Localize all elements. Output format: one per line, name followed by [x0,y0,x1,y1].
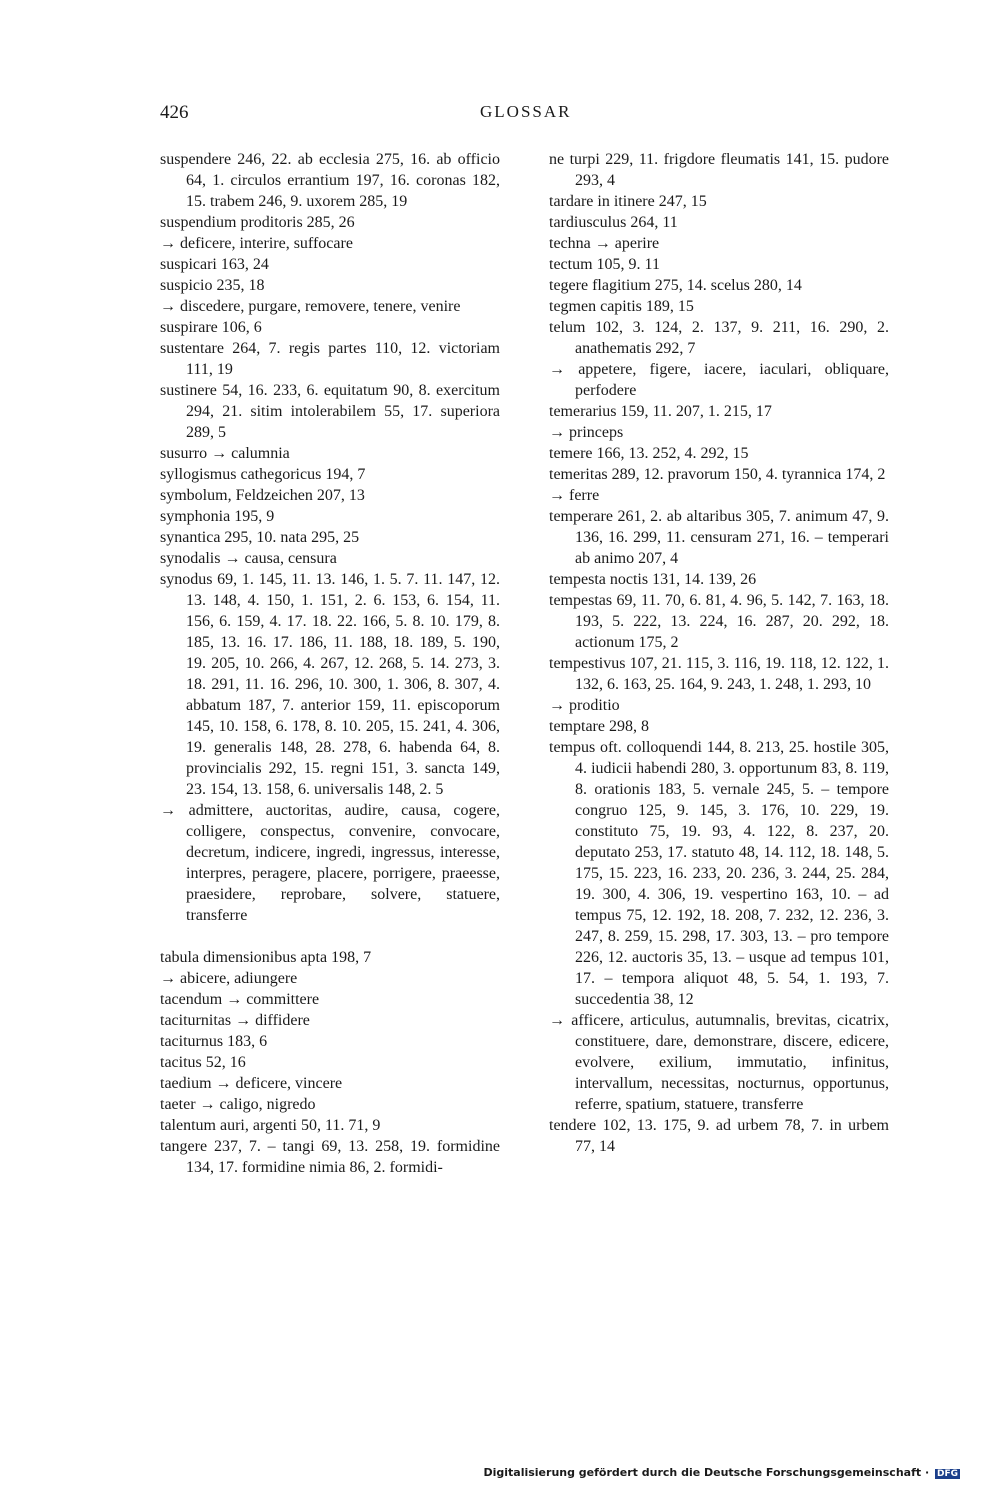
glossary-entry: suspicio 235, 18 [160,277,265,294]
glossary-entry: tardiusculus 264, 11 [549,214,678,231]
glossary-entry: taedium → deficere, vincere [160,1075,343,1092]
glossary-entry: temperare 261, 2. ab altaribus 305, 7. animum 47, 9. 136, 16. 299, 11. censuram 271, 16. – temperari ab animo 207, 4 [549,508,889,567]
glossary-entry: tacitus 52, 16 [160,1054,246,1071]
glossary-column-right [549,149,889,1157]
glossary-entry: tacendum → committere [160,991,320,1008]
glossary-entry: tegere flagitium 275, 14. scelus 280, 14 [549,277,802,294]
glossary-entry: tangere 237, 7. – tangi 69, 13. 258, 19. formidine 134, 17. formidine nimia 86, 2. formidi- [160,1138,500,1176]
glossary-column-left [160,149,500,1178]
glossary-entry: → admittere, auctoritas, audire, causa, cogere, colligere, conspectus, convenire, convocare, decretum, indicere, ingredi, ingressus, interesse, interpres, peragere, placere, porrigere, praeesse, praesidere, reprobare, solvere, statuere, transferre [160,802,500,924]
glossary-entry: tempestivus 107, 21. 115, 3. 116, 19. 118, 12. 122, 1. 132, 6. 163, 25. 164, 9. 243, 1. 248, 1. 293, 10 [549,655,889,693]
glossary-entry: symbolum, Feldzeichen 207, 13 [160,487,365,504]
glossary-entry: → ferre [549,487,600,504]
glossary-entry: tempesta noctis 131, 14. 139, 26 [549,571,757,588]
glossary-entry: synodalis → causa, censura [160,550,337,567]
dfg-logo: DFG [936,1469,958,1479]
glossary-entry: temptare 298, 8 [549,718,649,735]
page-number: 426 [160,102,189,123]
glossary-entry: suspendere 246, 22. ab ecclesia 275, 16. ab officio 64, 1. circulos errantium 197, 16. coronas 182, 15. trabem 246, 9. uxorem 285, 19 [160,151,500,210]
glossary-entry: symphonia 195, 9 [160,508,275,525]
glossary-entry: susurro → calumnia [160,445,290,462]
glossary-entry: synodus 69, 1. 145, 11. 13. 146, 1. 5. 7. 11. 147, 12. 13. 148, 4. 150, 1. 151, 2. 6. 153, 6. 154, 11. 156, 6. 159, 4. 17. 18. 22. 166, 5. 8. 10. 179, 8. 185, 13. 16. 17. 186, 11. 188, 18. 189, 5. 190, 19. 205, 10. 266, 4. 267, 12. 268, 5. 14. 273, 3. 18. 291, 11. 16. 296, 10. 300, 1. 306, 8. 307, 4. abbatum 187, 7. anterior 159, 11. episcoporum 145, 10. 158, 6. 178, 8. 10. 205, 15. 241, 4. 306, 19. generalis 148, 28. 278, 6. habenda 64, 8. provincialis 292, 15. regni 151, 3. sancta 149, 23. 154, 13. 158, 6. universalis 148, 2. 5 [160,571,500,798]
glossary-entry: → deficere, interire, suffocare [160,235,353,252]
glossary-entry: sustinere 54, 16. 233, 6. equitatum 90, 8. exercitum 294, 21. sitim intolerabilem 55, 17. superiora 289, 5 [160,382,500,441]
glossary-entry: suspicari 163, 24 [160,256,269,273]
glossary-entry: tempestas 69, 11. 70, 6. 81, 4. 96, 5. 142, 7. 163, 18. 193, 5. 222, 13. 224, 16. 287, 20. 292, 18. actionum 175, 2 [549,592,889,651]
glossary-entry: taciturnus 183, 6 [160,1033,268,1050]
glossary-entry: tardare in itinere 247, 15 [549,193,707,210]
glossary-entry: → proditio [549,697,620,714]
glossary-entry: → princeps [549,424,624,441]
glossary-entry: suspendium proditoris 285, 26 [160,214,355,231]
glossary-entry: techna → aperire [549,235,660,252]
credit-text: Digitalisierung gefördert durch die Deutsche Forschungsgemeinschaft · [483,1466,930,1479]
glossary-entry: syllogismus cathegoricus 194, 7 [160,466,366,483]
glossary-entry: temeritas 289, 12. pravorum 150, 4. tyrannica 174, 2 [549,466,886,483]
glossary-entry: → appetere, figere, iacere, iaculari, obliquare, perfodere [549,361,889,399]
glossary-entry: taciturnitas → diffidere [160,1012,310,1029]
glossary-entry: tegmen capitis 189, 15 [549,298,694,315]
glossary-entry: tendere 102, 13. 175, 9. ad urbem 78, 7. in urbem 77, 14 [549,1117,889,1155]
glossary-entry: tectum 105, 9. 11 [549,256,660,273]
glossary-entry: synantica 295, 10. nata 295, 25 [160,529,360,546]
running-head: GLOSSAR [480,102,572,121]
glossary-entry: → discedere, purgare, removere, tenere, venire [160,298,461,315]
glossary-entry: taeter → caligo, nigredo [160,1096,316,1113]
glossary-entry: → abicere, adiungere [160,970,298,987]
glossary-entry: tabula dimensionibus apta 198, 7 [160,949,372,966]
glossary-entry: tempus oft. colloquendi 144, 8. 213, 25. hostile 305, 4. iudicii habendi 280, 3. opportunum 83, 8. 119, 8. orationis 183, 5. vernale 245, 5. – tempore congruo 125, 9. 145, 3. 176, 10. 229, 19. constituto 75, 19. 93, 4. 122, 8. 237, 20. deputato 253, 17. statuto 48, 14. 112, 18. 148, 5. 175, 15. 223, 16. 233, 20. 236, 3. 244, 25. 284, 19. 300, 4. 306, 19. vespertino 163, 10. – ad tempus 75, 12. 192, 18. 208, 7. 232, 12. 236, 3. 247, 8. 259, 15. 298, 17. 303, 13. – pro tempore 226, 12. auctoris 35, 13. – usque ad tempus 101, 17. – tempora aliquot 48, 5. 54, 1. 193, 7. succedentia 38, 12 [549,739,889,1008]
glossary-entry: temere 166, 13. 252, 4. 292, 15 [549,445,749,462]
digitization-credit [483,1466,960,1479]
glossary-entry: → afficere, articulus, autumnalis, brevitas, cicatrix, constituere, dare, demonstrare, discere, edicere, evolvere, exilium, immutatio, infinitus, intervallum, necessitas, nocturnus, opportunus, referre, spatium, statuere, transferre [549,1012,889,1113]
glossary-entry: telum 102, 3. 124, 2. 137, 9. 211, 16. 290, 2. anathematis 292, 7 [549,319,889,357]
glossary-entry: temerarius 159, 11. 207, 1. 215, 17 [549,403,772,420]
glossary-entry: ne turpi 229, 11. frigdore fleumatis 141, 15. pudore 293, 4 [549,151,889,189]
glossary-entry: sustentare 264, 7. regis partes 110, 12. victoriam 111, 19 [160,340,500,378]
glossary-entry: suspirare 106, 6 [160,319,262,336]
glossary-entry: talentum auri, argenti 50, 11. 71, 9 [160,1117,381,1134]
